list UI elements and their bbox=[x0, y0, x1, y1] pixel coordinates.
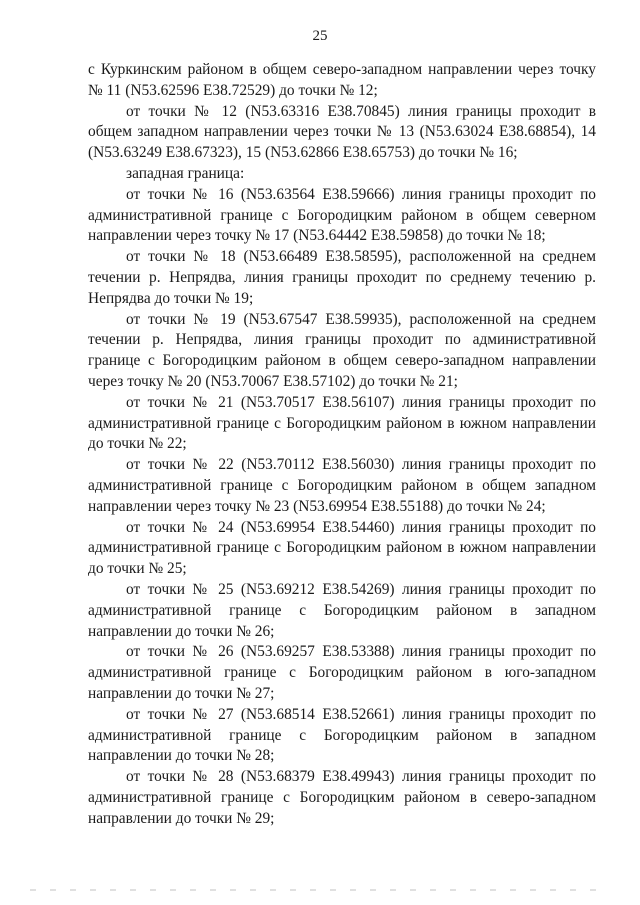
paragraph-point-28: от точки № 28 (N53.68379 E38.49943) линия границы проходит по административной границе с Богородицким районом в северо-западном направлении до точки № 29; bbox=[88, 768, 596, 827]
paragraph-point-25: от точки № 25 (N53.69212 E38.54269) линия границы проходит по административной границе с Богородицким районом в западном направлении до точки № 26; bbox=[88, 580, 596, 640]
page-number: 25 bbox=[312, 28, 328, 44]
paragraph-point-16: от точки № 16 (N53.63564 E38.59666) линия границы проходит по административной границе с Богородицким районом в общем северном направлении через точку № 17 (N53.64442 E38.59858) до точки № 18; bbox=[88, 185, 596, 245]
section-heading-western-border: западная граница: bbox=[126, 164, 245, 182]
paragraph-point-24: от точки № 24 (N53.69954 E38.54460) линия границы проходит по административной границе с Богородицким районом в южном направлении до точки № 25; bbox=[88, 518, 596, 578]
paragraph-point-22: от точки № 22 (N53.70112 E38.56030) линия границы проходит по административной границе с Богородицким районом в общем западном направлении через точку № 23 (N53.69954 E38.55188) до точки № 24; bbox=[88, 456, 596, 515]
paragraph-continuation-point-11: с Куркинским районом в общем северо-западном направлении через точку № 11 (N53.62596 E38.72529) до точки № 12; bbox=[88, 61, 596, 99]
paragraph-point-26: от точки № 26 (N53.69257 E38.53388) линия границы проходит по административной границе с Богородицким районом в юго-западном направлении до точки № 27; bbox=[88, 643, 596, 702]
paragraph-point-18: от точки № 18 (N53.66489 E38.58595), расположенной на среднем течении р. Непрядва, линия границы проходит по среднему течению р. Непрядва до точки № 19; bbox=[88, 248, 596, 307]
scan-artifact-line bbox=[30, 889, 610, 891]
paragraph-point-12: от точки № 12 (N53.63316 E38.70845) линия границы проходит в общем западном направлении через точки № 13 (N53.63024 E38.68854), 14 (N53.63249 E38.67323), 15 (N53.62866 E38.65753) до точки № 16; bbox=[88, 102, 596, 162]
document-body bbox=[88, 60, 596, 829]
paragraph-point-21: от точки № 21 (N53.70517 E38.56107) линия границы проходит по административной границе с Богородицким районом в южном направлении до точки № 22; bbox=[88, 393, 596, 453]
paragraph-point-19: от точки № 19 (N53.67547 E38.59935), расположенной на среднем течении р. Непрядва, линия границы проходит по административной границе с Богородицким районом в общем северо-западном направлении через точку № 20 (N53.70067 E38.57102) до точки № 21; bbox=[88, 310, 596, 390]
paragraph-point-27: от точки № 27 (N53.68514 E38.52661) линия границы проходит по административной границе с Богородицким районом в западном направлении до точки № 28; bbox=[88, 705, 596, 765]
